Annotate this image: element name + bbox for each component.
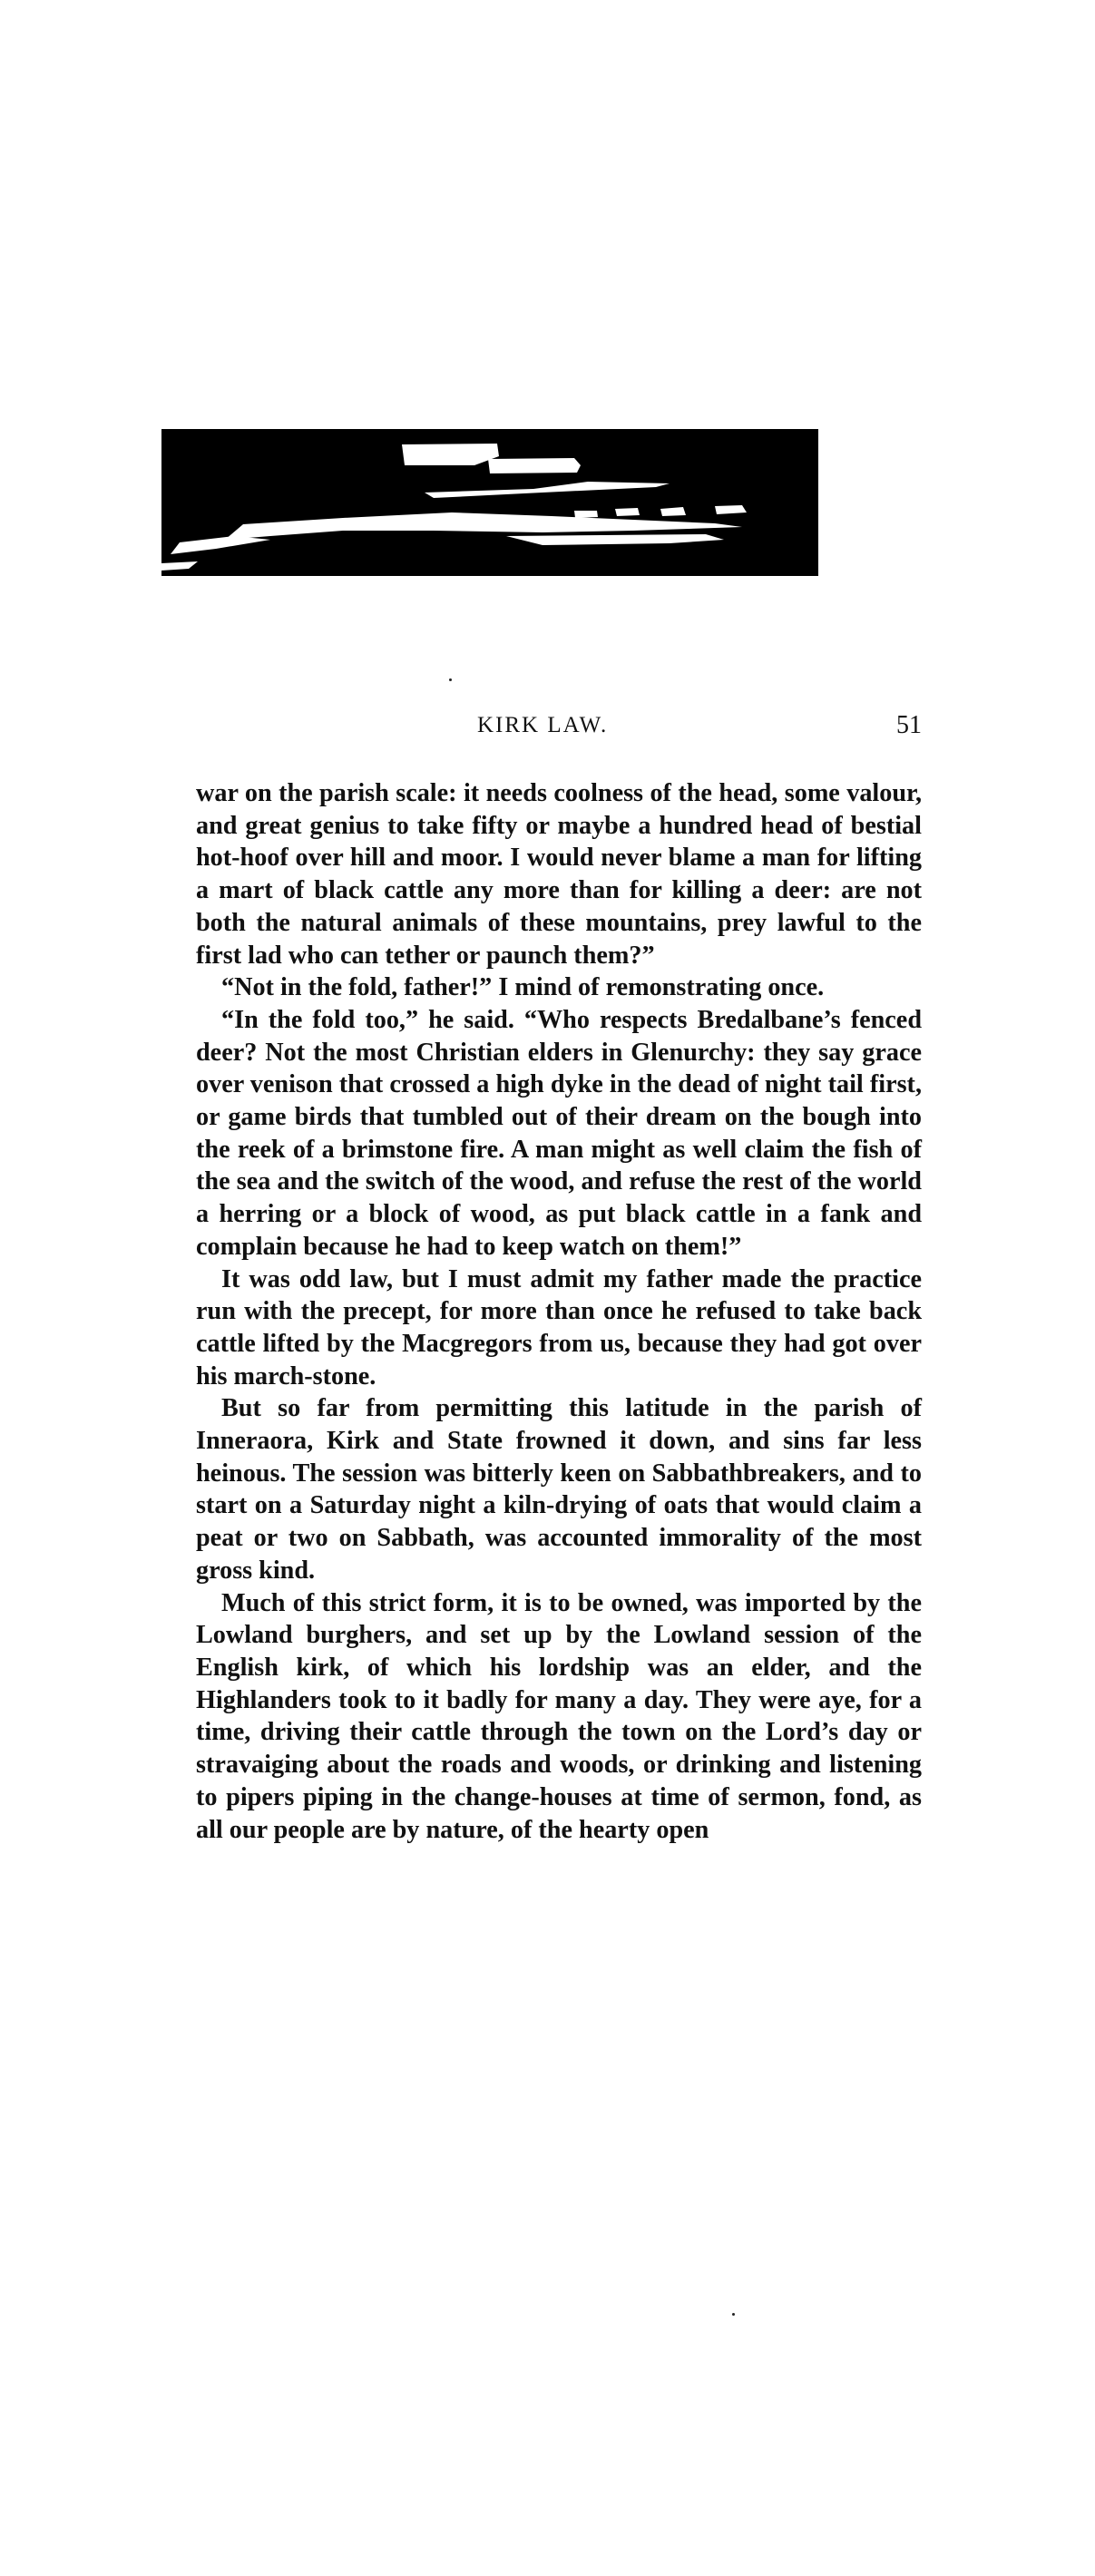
paragraph: Much of this strict form, it is to be owned, was imported by the Lowland burghers, and set up by the Lowland session of the English kirk, of which his lordship was an elder, and the Highlanders took to it badly for many a day. They were aye, for a time, driving their cattle through the town on the Lord’s day or stravaiging about the roads and woods, or drinking and listening to pipers piping in the change-houses at time of sermon, fond, as all our people are by nature, of the hearty open bbox=[196, 1588, 922, 1844]
paragraph: “Not in the fold, father!” I mind of remonstrating once. bbox=[221, 973, 825, 1002]
banner-artwork bbox=[161, 429, 818, 576]
chapter-title: KIRK LAW. bbox=[477, 713, 609, 737]
body-text bbox=[196, 777, 922, 1846]
page-number: 51 bbox=[896, 711, 922, 739]
running-head bbox=[196, 713, 922, 746]
paragraph: war on the parish scale: it needs coolness of the head, some valour, and great genius to take fifty or maybe a hundred head of bestial hot-hoof over hill and moor. I would never blame a man for lifting a mart of black cattle any more than for killing a deer: are not both the natural animals of these mountains, prey lawful to the first lad who can tether or paunch them?” bbox=[196, 779, 922, 970]
redacted-banner-image bbox=[161, 429, 818, 576]
page-speck bbox=[449, 678, 452, 681]
paragraph: But so far from permitting this latitude in the parish of Inneraora, Kirk and State frowned it down, and sins far less heinous. The session was bitterly keen on Sabbathbreakers, and to start on a Saturday night a kiln-drying of oats that would claim a peat or two on Sabbath, was accounted immorality of the most gross kind. bbox=[196, 1394, 922, 1585]
paragraph: It was odd law, but I must admit my father made the practice run with the precept, for more than once he refused to take back cattle lifted by the Macgregors from us, because they had got over his march-stone. bbox=[196, 1264, 922, 1390]
paragraph: “In the fold too,” he said. “Who respects Bredalbane’s fenced deer? Not the most Christian elders in Glenurchy: they say grace over venison that crossed a high dyke in the dead of night tail first, or game birds that tumbled out of their dream on the bough into the reek of a brimstone fire. A man might as well claim the fish of the sea and the switch of the wood, and refuse the rest of the world a herring or a block of wood, as put black cattle in a fank and complain because he had to keep watch on them!” bbox=[196, 1005, 922, 1261]
page-speck bbox=[732, 2313, 735, 2316]
